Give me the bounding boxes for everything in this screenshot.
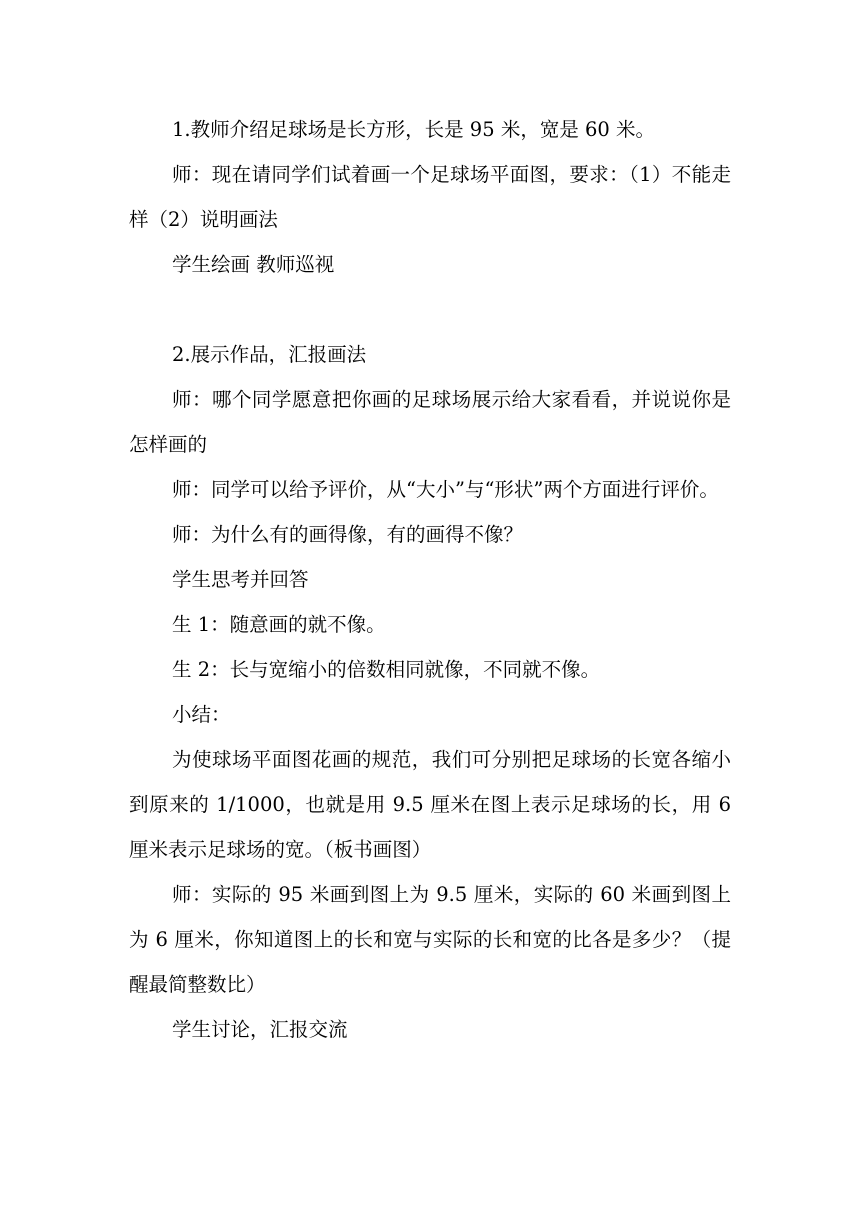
blank-line [129,287,731,332]
paragraph-teacher-why: 师：为什么有的画得像，有的画得不像？ [172,523,524,546]
paragraph-show-work: 2.展示作品，汇报画法 [172,343,367,366]
paragraph-students-draw: 学生绘画 教师巡视 [172,253,335,276]
paragraph-teacher-ask-show: 师：哪个同学愿意把你画的足球场展示给大家看看，并说说你是怎样画的 [129,388,731,456]
paragraph-summary: 为使球场平面图花画的规范，我们可分别把足球场的长宽各缩小到原来的 1/1000，也就是用 9.5 厘米在图上表示足球场的长，用 6 厘米表示足球场的宽。（板书画图） [129,748,731,861]
paragraph-teacher-ratio: 师：实际的 95 米画到图上为 9.5 厘米，实际的 60 米画到图上为 6 厘米，你知道图上的长和宽与实际的长和宽的比各是多少？（提醒最简整数比） [129,883,731,996]
paragraph-summary-heading: 小结： [172,703,231,726]
paragraph-student-1: 生 1：随意画的就不像。 [172,613,386,636]
paragraph-teacher-task: 师：现在请同学们试着画一个足球场平面图，要求：（1）不能走样（2）说明画法 [129,163,731,231]
paragraph-students-discuss: 学生讨论，汇报交流 [172,1018,348,1041]
paragraph-students-think: 学生思考并回答 [172,568,309,591]
paragraph-intro: 1.教师介绍足球场是长方形，长是 95 米，宽是 60 米。 [172,118,656,141]
document-page [129,107,731,1052]
paragraph-teacher-evaluate: 师：同学可以给予评价，从“大小”与“形状”两个方面进行评价。 [172,478,719,501]
paragraph-student-2: 生 2：长与宽缩小的倍数相同就像，不同就不像。 [172,658,601,681]
